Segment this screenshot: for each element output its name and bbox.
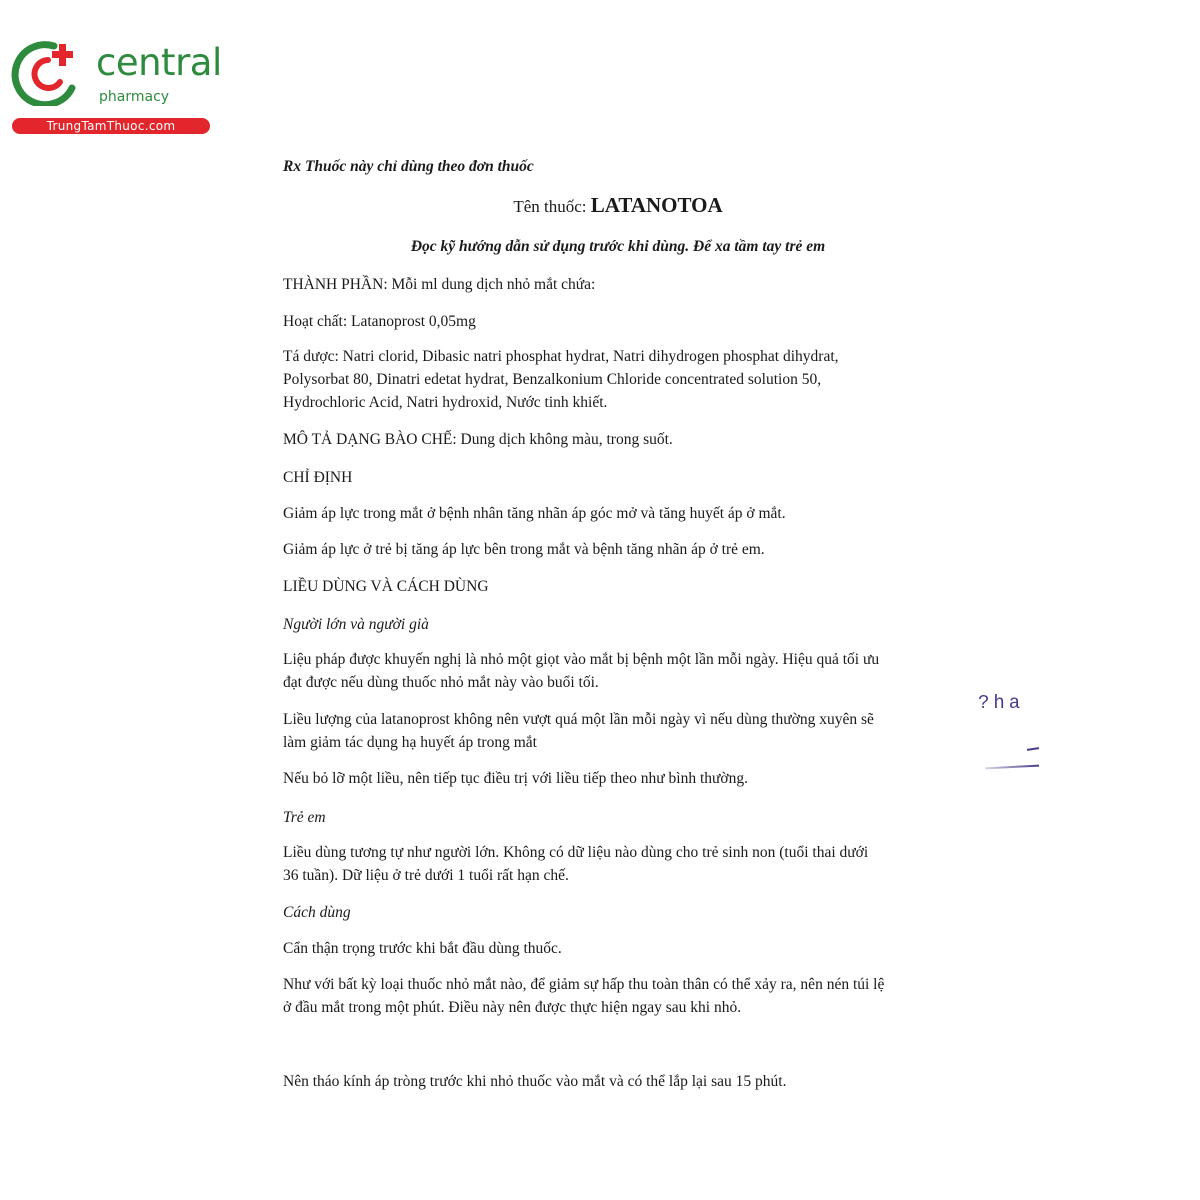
composition-heading: THÀNH PHẦN: Mỗi ml dung dịch nhỏ mắt chứa: (283, 276, 596, 293)
excipients-line: Polysorbat 80, Dinatri edetat hydrat, Benzalkonium Chloride concentrated solution 50, (283, 371, 822, 388)
children-paragraph-line: 36 tuần). Dữ liệu ở trẻ dưới 1 tuổi rất hạn chế. (283, 867, 569, 884)
adults-paragraph-line: Liệu pháp được khuyến nghị là nhỏ một giọt vào mắt bị bệnh một lần mỗi ngày. Hiệu quả tối ưu (283, 651, 880, 668)
usage-paragraph-line: ở đầu mắt trong một phút. Điều này nên được thực hiện ngay sau khi nhỏ. (283, 999, 742, 1016)
indications-heading: CHỈ ĐỊNH (283, 469, 353, 486)
usage-subheading: Cách dùng (283, 904, 351, 921)
children-subheading: Trẻ em (283, 809, 326, 826)
adults-paragraph-line: Liều lượng của latanoprost không nên vượt quá một lần mỗi ngày vì nếu dùng thường xuyên sẽ (283, 711, 874, 728)
drug-title-label: Tên thuốc: (513, 197, 591, 216)
central-pharmacy-logo[interactable] (10, 38, 222, 138)
ink-stamp-fragment: ?ha (978, 692, 1025, 714)
active-ingredient: Hoạt chất: Latanoprost 0,05mg (283, 313, 476, 330)
brand-subtitle: pharmacy (99, 89, 170, 105)
website-badge[interactable]: TrungTamThuoc.com (12, 118, 210, 134)
rx-note: Rx Thuốc này chỉ dùng theo đơn thuốc (283, 158, 534, 175)
drug-title (283, 194, 953, 219)
indication-item: Giảm áp lực trong mắt ở bệnh nhân tăng nhãn áp góc mở và tăng huyết áp ở mắt. (283, 505, 786, 522)
pharmacy-cross-icon (10, 38, 86, 106)
usage-paragraph: Cẩn thận trọng trước khi bắt đầu dùng thuốc. (283, 940, 562, 957)
adults-paragraph-line: đạt được nếu dùng thuốc nhỏ mắt này vào buổi tối. (283, 674, 599, 691)
usage-paragraph-line: Như với bất kỳ loại thuốc nhỏ mắt nào, để giảm sự hấp thu toàn thân có thể xảy ra, nên nén túi lệ (283, 976, 885, 993)
dosage-heading: LIỀU DÙNG VÀ CÁCH DÙNG (283, 578, 489, 595)
stamp-mark (985, 765, 1039, 770)
stamp-mark (1027, 747, 1039, 751)
drug-name: LATANOTOA (590, 193, 723, 217)
indication-item: Giảm áp lực ở trẻ bị tăng áp lực bên trong mắt và bệnh tăng nhãn áp ở trẻ em. (283, 541, 765, 558)
safety-warning: Đọc kỹ hướng dẫn sử dụng trước khi dùng. Để xa tầm tay trẻ em (410, 238, 826, 255)
missed-dose-note: Nếu bỏ lỡ một liều, nên tiếp tục điều trị với liều tiếp theo như bình thường. (283, 770, 748, 787)
children-paragraph-line: Liều dùng tương tự như người lớn. Không có dữ liệu nào dùng cho trẻ sinh non (tuổi thai dưới (283, 844, 869, 861)
contact-lens-note: Nên tháo kính áp tròng trước khi nhỏ thuốc vào mắt và có thể lắp lại sau 15 phút. (283, 1073, 787, 1090)
dosage-form: MÔ TẢ DẠNG BÀO CHẾ: Dung dịch không màu, trong suốt. (283, 431, 673, 448)
adults-subheading: Người lớn và người già (283, 616, 429, 633)
excipients-line: Tá dược: Natri clorid, Dibasic natri phosphat hydrat, Natri dihydrogen phosphat dihydrat, (283, 348, 839, 365)
adults-paragraph-line: làm giảm tác dụng hạ huyết áp trong mắt (283, 734, 537, 751)
brand-name: central (96, 41, 222, 84)
excipients-line: Hydrochloric Acid, Natri hydroxid, Nước tinh khiết. (283, 394, 608, 411)
